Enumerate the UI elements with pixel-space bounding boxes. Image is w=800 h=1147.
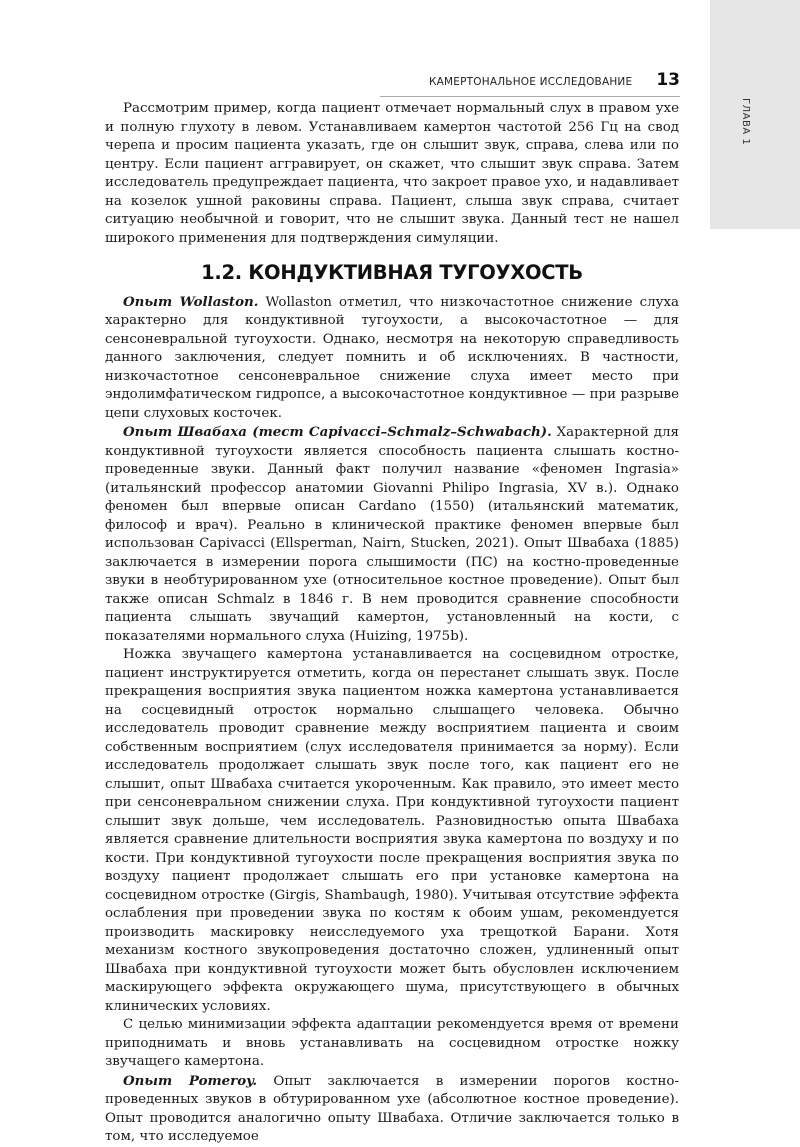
paragraph-text: Опыт заключается в измерении порогов костно-проведенных звуков в обтурированном ухе (абсолютное костное проведение). Опыт проводится аналогично опыту Швабаха. Отличие заключается только в том, что исследуемое	[105, 1073, 679, 1144]
paragraph-lead: Опыт Wollaston.	[123, 293, 259, 310]
paragraph-wollaston	[105, 293, 679, 424]
chapter-label: ГЛАВА 1	[740, 98, 751, 146]
paragraph-adaptation	[105, 1016, 679, 1072]
paragraph-text: Wollaston отметил, что низкочастотное снижение слуха характерно для кондуктивной тугоухости, а высокочастотное — для сенсоневральной тугоухости. Однако, несмотря на некоторую справедливость данного заключения, следует помнить и об исключениях. В частности, низкочастотное сенсоневральное снижение слуха имеет место при эндолимфатическом гидропсе, а высокочастотное кондуктивное — при разрыве цепи слуховых косточек.	[105, 294, 679, 421]
paragraph-text: Характерной для кондуктивной тугоухости является способность пациента слышать костно-проведенные звуки. Данный факт получил название «феномен Ingrasia» (итальянский профессор анатомии Giovanni Philipo Ingrasia, XV в.). Однако феномен был впервые описан Cardano (1550) (итальянский математик, философ и врач). Реально в клинической практике феномен впервые был использован Capivacci (Ellsperman, Nairn, Stucken, 2021). Опыт Швабаха (1885) заключается в измерении порога слышимости (ПС) на костно-проведенные звуки в необтурированном ухе (относительное костное проведение). Опыт был также описан Schmalz в 1846 г. В нем проводится сравнение способности пациента слышать звучащий камертон, установленный на кости, с показателями нормального слуха (Huizing, 1975b).	[105, 425, 679, 644]
paragraph-schwabach	[105, 423, 679, 646]
paragraph-text: С целью минимизации эффекта адаптации рекомендуется время от времени приподнимать и вновь устанавливать на сосцевидном отростке ножку звучащего камертона.	[105, 1017, 679, 1069]
page-number: 13	[656, 70, 680, 90]
paragraph-lead: Опыт Pomeroy.	[123, 1072, 258, 1089]
paragraph-text: Ножка звучащего камертона устанавливается на сосцевидном отростке, пациент инструктируется отметить, когда он перестанет слышать звук. После прекращения восприятия звука пациентом ножка камертона устанавливается на сосцевидный отросток нормально слышащего человека. Обычно исследователь проводит сравнение между восприятием пациента и своим собственным восприятием (слух исследователя принимается за норму). Если исследователь продолжает слышать звук после того, как пациент его не слышит, опыт Швабаха считается укороченным. Как правило, это имеет место при сенсоневральном снижении слуха. При кондуктивной тугоухости пациент слышит звук дольше, чем исследователь. Разновидностью опыта Швабаха является сравнение длительности восприятия звука камертона по воздуху и по кости. При кондуктивной тугоухости после прекращения восприятия звука по воздуху пациент продолжает слышать его при установке камертона на сосцевидном отростке (Girgis, Shambaugh, 1980). Учитывая отсутствие эффекта ослабления при проведении звука по костям к обоим ушам, рекомендуется производить маскировку неисследуемого уха трещоткой Барани. Хотя механизм костного звукопроведения достаточно сложен, удлиненный опыт Швабаха при кондуктивной тугоухости может быть обусловлен исключением маскирующего эффекта окружающего шума, присутствующего в обычных клинических условиях.	[105, 647, 679, 1014]
chapter-side-tab	[710, 0, 800, 229]
running-title: КАМЕРТОНАЛЬНОЕ ИССЛЕДОВАНИЕ	[428, 76, 633, 88]
running-head	[380, 70, 680, 97]
section-heading: 1.2. КОНДУКТИВНАЯ ТУГОУХОСТЬ	[201, 261, 583, 284]
paragraph-lead: Опыт Швабаха (тест Capivacci–Schmalz–Schwabach).	[123, 424, 552, 440]
page-body	[105, 100, 679, 1147]
paragraph-procedure	[105, 646, 679, 1016]
intro-paragraph: Рассмотрим пример, когда пациент отмечает нормальный слух в правом ухе и полную глухоту в левом. Устанавливаем камертон частотой 256 Гц на свод черепа и просим пациента указать, где он слышит звук, справа, слева или по центру. Если пациент аггравирует, он скажет, что слышит звук справа. Затем исследователь предупреждает пациента, что закроет правое ухо, и надавливает на козелок ушной раковины справа. Пациент, слыша звук справа, считает ситуацию необычной и говорит, что не слышит звука. Данный тест не нашел широкого применения для подтверждения симуляции.	[105, 101, 679, 246]
paragraph-pomeroy	[105, 1072, 679, 1147]
